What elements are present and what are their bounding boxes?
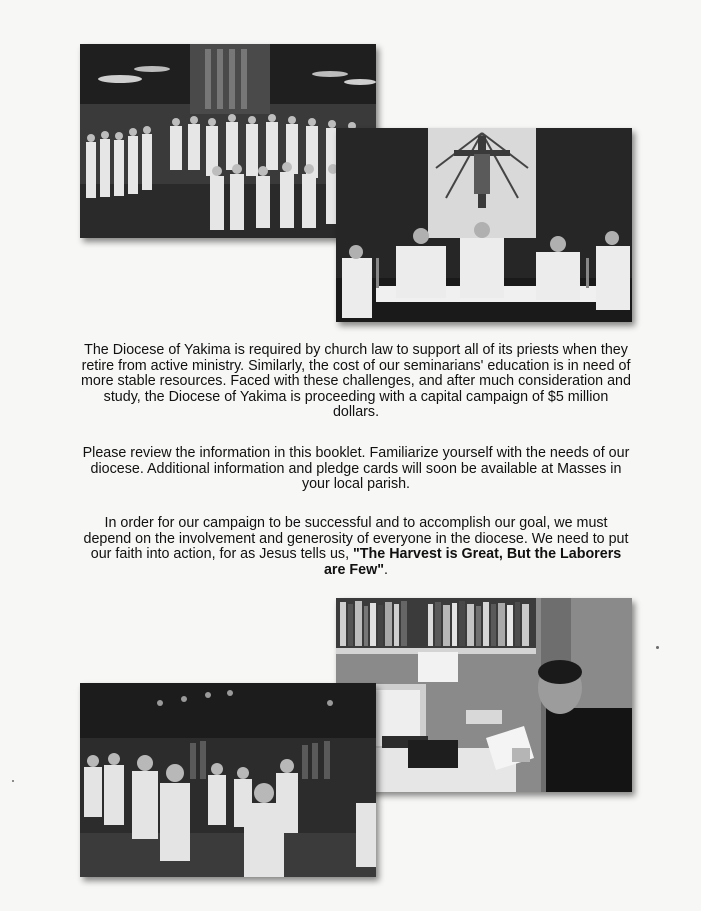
- campaign-paragraph: [80, 516, 632, 578]
- intro-paragraph: The Diocese of Yakima is required by church law to support all of its priests when they retire from active ministry. Similarly, the cost of our seminarians' education is in need of more stable resources. Faced with these challenges, and after much consideration and study, the Diocese of Yakima is proceeding with a capital campaign of $5 million dollars.: [81, 342, 631, 420]
- photo-altar-celebration: [336, 128, 632, 322]
- campaign-paragraph-text: In order for our campaign to be successful and to accomplish our goal, we must depend on the involvement and generosity of everyone in the diocese. We need to put our faith into action, for as Jesus tells us,: [83, 515, 629, 562]
- photo-seminarian-study: [336, 598, 632, 792]
- harvest-quote: "The Harvest is Great, But the Laborers are Few": [323, 546, 622, 578]
- scan-speck: [656, 646, 659, 649]
- campaign-paragraph-end: .: [384, 561, 388, 578]
- photo-procession-church: [80, 44, 376, 238]
- review-paragraph: Please review the information in this booklet. Familiarize yourself with the needs of our diocese. Additional information and pledge cards will soon be available at Masses in your local parish.: [82, 445, 630, 492]
- scan-speck: [12, 780, 14, 782]
- photo-seminarian-procession: [80, 683, 376, 877]
